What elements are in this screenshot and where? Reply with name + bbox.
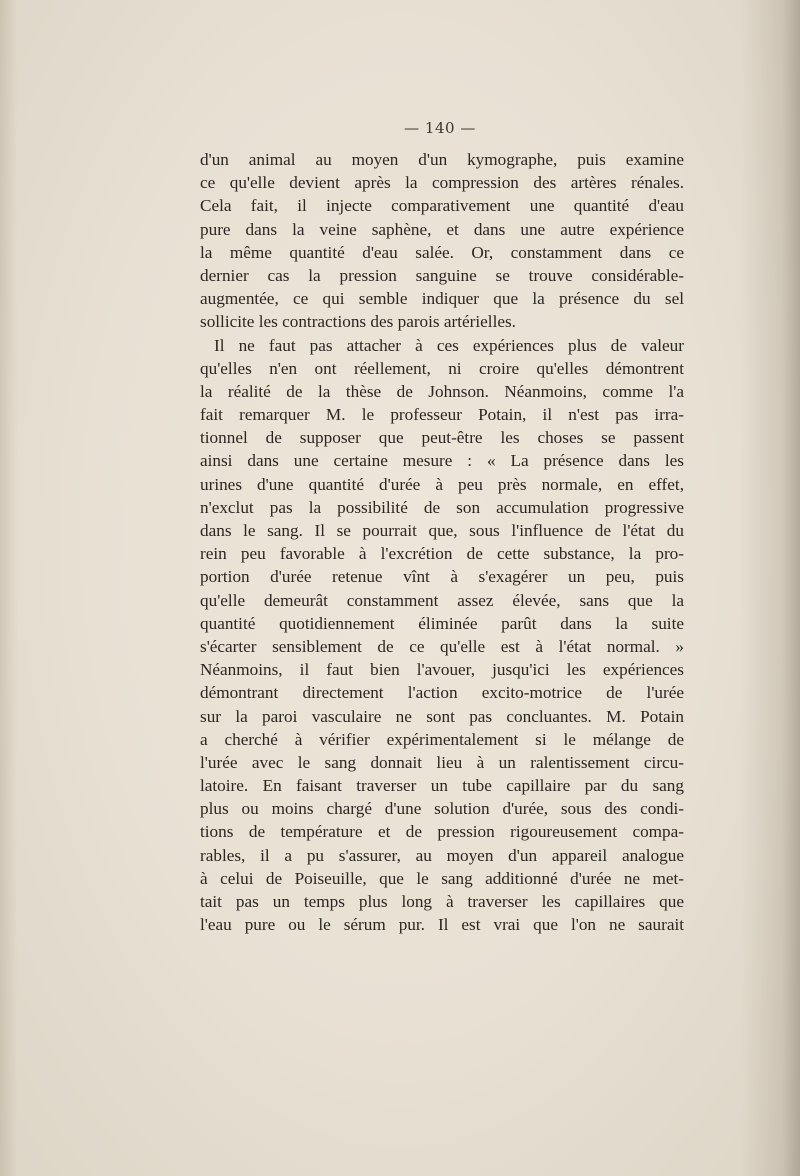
text-line: dernier cas la pression sanguine se trouve considérable- [200, 265, 684, 285]
text-line: à celui de Poiseuille, que le sang additionné d'urée ne met- [200, 868, 684, 888]
text-line: rables, il a pu s'assurer, au moyen d'un appareil analogue [200, 845, 684, 865]
text-line: portion d'urée retenue vînt à s'exagérer un peu, puis [200, 567, 684, 587]
body-text [200, 148, 684, 936]
text-line: qu'elles n'en ont réellement, ni croire qu'elles démontrent [200, 358, 684, 378]
text-line: sollicite les contractions des parois artérielles. [200, 312, 516, 332]
text-line: la réalité de la thèse de Johnson. Néanmoins, comme l'a [200, 381, 684, 401]
text-line: a cherché à vérifier expérimentalement si le mélange de [200, 729, 684, 749]
text-line: augmentée, ce qui semble indiquer que la présence du sel [200, 289, 684, 309]
text-line: ainsi dans une certaine mesure : « La présence dans les [200, 451, 684, 471]
text-line: sur la paroi vasculaire ne sont pas concluantes. M. Potain [200, 706, 684, 726]
text-line: fait remarquer M. le professeur Potain, il n'est pas irra- [200, 405, 684, 425]
page-left-edge [0, 0, 18, 1176]
text-line: pure dans la veine saphène, et dans une autre expérience [200, 219, 684, 239]
text-line: tionnel de supposer que peut-être les choses se passent [200, 428, 684, 448]
text-line: l'urée avec le sang donnait lieu à un ralentissement circu- [200, 752, 684, 772]
text-line: démontrant directement l'action excito-motrice de l'urée [200, 683, 684, 703]
text-line: rein peu favorable à l'excrétion de cette substance, la pro- [200, 544, 684, 564]
text-line: latoire. En faisant traverser un tube capillaire par du sang [200, 776, 684, 796]
text-line: Néanmoins, il faut bien l'avouer, jusqu'ici les expériences [200, 660, 684, 680]
text-line: plus ou moins chargé d'une solution d'urée, sous des condi- [200, 799, 684, 819]
text-line: Il ne faut pas attacher à ces expériences plus de valeur [214, 335, 684, 355]
text-line: d'un animal au moyen d'un kymographe, puis examine [200, 150, 684, 169]
text-line: qu'elle demeurât constamment assez élevée, sans que la [200, 590, 684, 610]
text-line: la même quantité d'eau salée. Or, constamment dans ce [200, 242, 684, 262]
text-line: n'exclut pas la possibilité de son accumulation progressive [200, 497, 684, 517]
text-line: s'écarter sensiblement de ce qu'elle est à l'état normal. » [200, 636, 684, 656]
text-line: tait pas un temps plus long à traverser les capillaires que [200, 892, 684, 911]
text-line: urines d'une quantité d'urée à peu près normale, en effet, [200, 474, 684, 494]
page-spine-shadow [740, 0, 800, 1176]
text-line: tions de température et de pression rigoureusement compa- [200, 822, 684, 842]
page-number: — 140 — [404, 119, 476, 137]
text-line: dans le sang. Il se pourrait que, sous l'influence de l'état du [200, 521, 684, 540]
text-line: Cela fait, il injecte comparativement une quantité d'eau [200, 196, 684, 216]
text-line: l'eau pure ou le sérum pur. Il est vrai que l'on ne saurait [200, 915, 684, 935]
text-line: quantité quotidiennement éliminée parût dans la suite [200, 613, 684, 633]
text-line: ce qu'elle devient après la compression des artères rénales. [200, 173, 684, 193]
